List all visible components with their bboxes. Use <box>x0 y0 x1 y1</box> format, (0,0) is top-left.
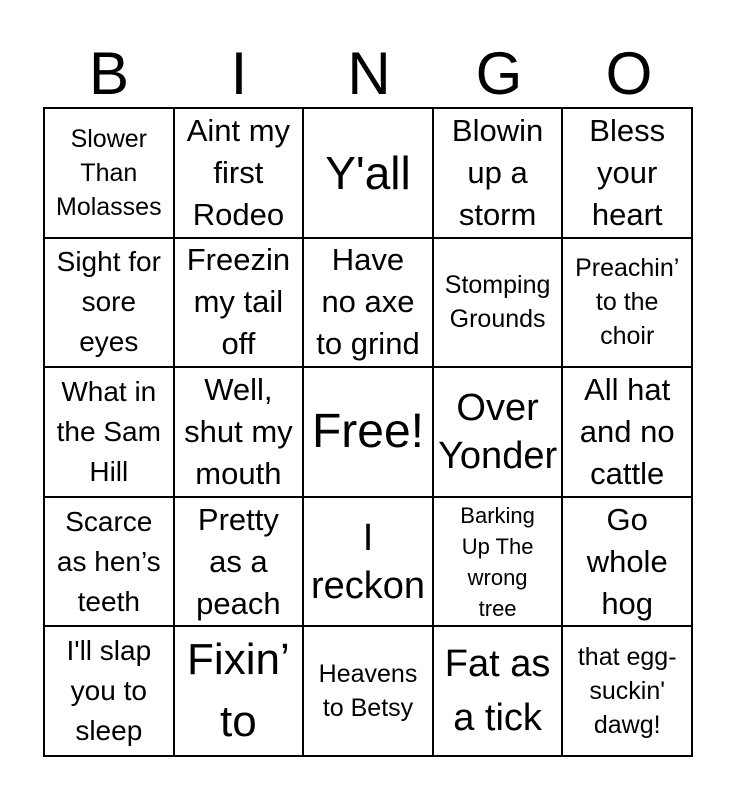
cell-text: Sight for sore eyes <box>56 246 161 358</box>
bingo-cell[interactable] <box>175 498 305 628</box>
header-letter-n: N <box>347 40 391 107</box>
bingo-cell[interactable] <box>175 368 305 498</box>
cell-text: Go whole hog <box>586 501 668 621</box>
header-letter-g: G <box>475 40 523 107</box>
cell-text: Over Yonder <box>438 386 558 477</box>
bingo-card-grid <box>43 107 693 757</box>
cell-text: Heavens to Betsy <box>318 660 418 723</box>
cell-text: I'll slap you to sleep <box>66 635 152 747</box>
bingo-cell[interactable] <box>45 627 175 757</box>
free-space-text: Free! <box>311 404 424 458</box>
bingo-cell[interactable] <box>175 109 305 239</box>
free-space-cell[interactable] <box>304 368 434 498</box>
bingo-cell[interactable] <box>304 498 434 628</box>
cell-text: Slower Than Molasses <box>56 124 162 221</box>
cell-text: Bless your heart <box>589 112 666 232</box>
cell-text: Pretty as a peach <box>196 501 281 621</box>
cell-text: Aint my first Rodeo <box>186 112 291 232</box>
cell-text: Preachin’ to the choir <box>575 254 680 351</box>
bingo-cell[interactable] <box>563 627 693 757</box>
cell-text: Scarce as hen’s teeth <box>56 505 161 617</box>
bingo-cell[interactable] <box>175 627 305 757</box>
bingo-cell[interactable] <box>304 109 434 239</box>
cell-text: What in the Sam Hill <box>56 375 161 487</box>
bingo-cell[interactable] <box>563 239 693 369</box>
bingo-cell[interactable] <box>434 627 564 757</box>
bingo-cell[interactable] <box>563 498 693 628</box>
header-letter-i: I <box>230 40 248 107</box>
header-letter-b: B <box>88 40 130 107</box>
bingo-cell[interactable] <box>45 498 175 628</box>
cell-text: that egg- suckin' dawg! <box>577 643 677 740</box>
bingo-cell[interactable] <box>175 239 305 369</box>
bingo-cell[interactable] <box>45 109 175 239</box>
cell-text: Fixin’ to <box>187 635 290 747</box>
cell-text: Freezin my tail off <box>186 242 291 362</box>
bingo-cell[interactable] <box>434 498 564 628</box>
bingo-cell[interactable] <box>45 239 175 369</box>
cell-text: Fat as a tick <box>444 643 551 740</box>
bingo-cell[interactable] <box>45 368 175 498</box>
cell-text: Barking Up The wrong tree <box>460 502 535 621</box>
bingo-cell[interactable] <box>434 368 564 498</box>
bingo-cell[interactable] <box>434 109 564 239</box>
cell-text: Y'all <box>325 146 411 199</box>
bingo-cell[interactable] <box>304 239 434 369</box>
bingo-header <box>44 40 694 108</box>
cell-text: I reckon <box>310 516 426 607</box>
cell-text: Have no axe to grind <box>316 242 420 362</box>
header-letter-o: O <box>605 40 653 107</box>
bingo-cell[interactable] <box>563 109 693 239</box>
cell-text: Well, shut my mouth <box>184 371 293 491</box>
bingo-cell[interactable] <box>434 239 564 369</box>
bingo-cell[interactable] <box>563 368 693 498</box>
cell-text: Stomping Grounds <box>444 271 551 334</box>
cell-text: Blowin up a storm <box>451 112 544 232</box>
bingo-cell[interactable] <box>304 627 434 757</box>
cell-text: All hat and no cattle <box>579 371 675 491</box>
